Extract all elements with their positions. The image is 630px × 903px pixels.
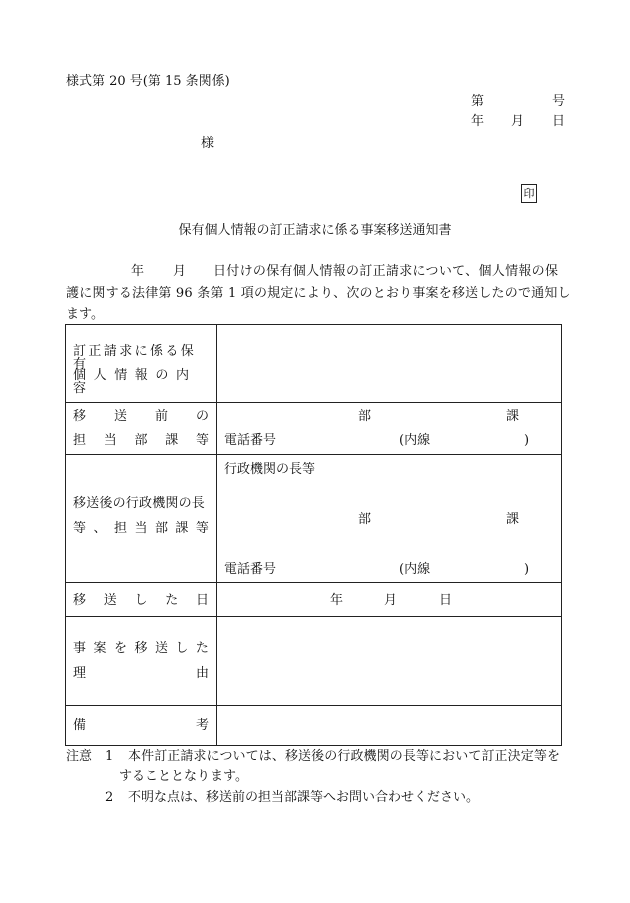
date-month: 月	[384, 593, 398, 608]
label-line	[73, 497, 209, 510]
phone-label: 電話番号	[224, 562, 277, 577]
info-content-value[interactable]	[217, 325, 562, 403]
label-char: 部	[134, 433, 148, 448]
note-2-number: 2	[105, 790, 114, 805]
extension-close: )	[524, 562, 530, 577]
agency-head-label: 行政機関の長等	[224, 462, 316, 477]
label-char: 送	[103, 593, 117, 608]
transfer-date-value[interactable]	[217, 583, 562, 617]
label-text: 移送後の行政機関の長	[73, 496, 206, 511]
body-line-3: ます。	[66, 307, 104, 322]
table-row-post-transfer	[66, 455, 562, 583]
extension-open: (内線	[399, 562, 431, 577]
dept-unit: 部	[358, 512, 372, 527]
note-1-line-2: することとなります。	[119, 769, 248, 784]
label-char: 担	[73, 433, 87, 448]
label-line	[73, 369, 209, 395]
date-day: 日	[552, 114, 566, 129]
label-char: 考	[195, 718, 209, 733]
seal-mark: 印	[521, 184, 537, 203]
label-char: 備	[73, 718, 87, 733]
label-line	[73, 594, 209, 607]
label-char: を	[113, 641, 127, 656]
label-char: 送	[154, 641, 168, 656]
label-char: し	[134, 593, 148, 608]
table-row-remarks	[66, 706, 562, 746]
label-char: 課	[165, 433, 179, 448]
label-char: 理	[73, 666, 87, 681]
body-line-2: 護に関する法律第 96 条第 1 項の規定により、次のとおり事案を移送したので通知し	[66, 286, 571, 301]
label-char: 、	[93, 521, 107, 536]
pre-transfer-dept-value[interactable]	[217, 403, 562, 455]
transfer-reason-value[interactable]	[217, 617, 562, 706]
body-year: 年	[131, 264, 145, 279]
remarks-value[interactable]	[217, 706, 562, 746]
label-char: 部	[154, 521, 168, 536]
note-2-text: 不明な点は、移送前の担当部課等へお問い合わせください。	[128, 790, 480, 805]
section-unit: 課	[506, 512, 520, 527]
label-line	[73, 667, 209, 680]
extension-close: )	[524, 433, 530, 448]
post-transfer-value[interactable]	[217, 455, 562, 583]
label-text: 訂正請求に係る保有	[73, 344, 197, 372]
label-char: 前	[154, 409, 168, 424]
label-line	[73, 522, 209, 535]
label-cell	[66, 617, 217, 706]
addressee-suffix: 様	[201, 136, 215, 151]
table-row-transfer-reason	[66, 617, 562, 706]
table-row-info-content	[66, 325, 562, 403]
label-char: し	[175, 641, 189, 656]
label-char: 課	[175, 521, 189, 536]
document-title: 保有個人情報の訂正請求に係る事案移送通知書	[178, 223, 452, 238]
label-line	[73, 719, 209, 732]
label-cell	[66, 455, 217, 583]
label-char: た	[165, 593, 179, 608]
label-cell	[66, 403, 217, 455]
table-row-transfer-date	[66, 583, 562, 617]
label-char: 担	[113, 521, 127, 536]
label-line	[73, 642, 209, 655]
label-char: 移	[73, 593, 87, 608]
dept-unit: 部	[358, 409, 372, 424]
label-char: 日	[195, 593, 209, 608]
label-char: 送	[113, 409, 127, 424]
label-char: 等	[195, 521, 209, 536]
label-text: 個人情報の内容	[73, 368, 197, 396]
table-row-pre-transfer-dept	[66, 403, 562, 455]
doc-number-suffix: 号	[552, 94, 566, 109]
extension-open: (内線	[399, 433, 431, 448]
section-unit: 課	[506, 409, 520, 424]
label-char: 由	[195, 666, 209, 681]
notes-prefix: 注意	[66, 749, 93, 764]
label-char: 移	[73, 409, 87, 424]
label-char: 等	[73, 521, 87, 536]
label-char: 等	[195, 433, 209, 448]
doc-number-prefix: 第	[471, 94, 485, 109]
label-char: 移	[134, 641, 148, 656]
label-line	[73, 434, 209, 447]
label-char: の	[195, 409, 209, 424]
label-cell	[66, 583, 217, 617]
date-year: 年	[330, 593, 344, 608]
body-line-1: 日付けの保有個人情報の訂正請求について、個人情報の保	[213, 264, 559, 279]
note-1-number: 1	[105, 749, 114, 764]
label-cell	[66, 325, 217, 403]
date-year: 年	[471, 114, 485, 129]
label-char: 当	[134, 521, 148, 536]
label-char: 当	[103, 433, 117, 448]
label-char: 事	[73, 641, 87, 656]
label-char: 案	[93, 641, 107, 656]
transfer-table	[65, 324, 562, 746]
date-month: 月	[511, 114, 525, 129]
label-cell	[66, 706, 217, 746]
date-day: 日	[439, 593, 453, 608]
label-char: た	[195, 641, 209, 656]
note-1-line-1: 本件訂正請求については、移送後の行政機関の長等において訂正決定等を	[128, 749, 561, 764]
phone-label: 電話番号	[224, 433, 277, 448]
form-number: 様式第 20 号(第 15 条関係)	[66, 74, 230, 89]
label-line	[73, 410, 209, 423]
body-month: 月	[173, 264, 187, 279]
